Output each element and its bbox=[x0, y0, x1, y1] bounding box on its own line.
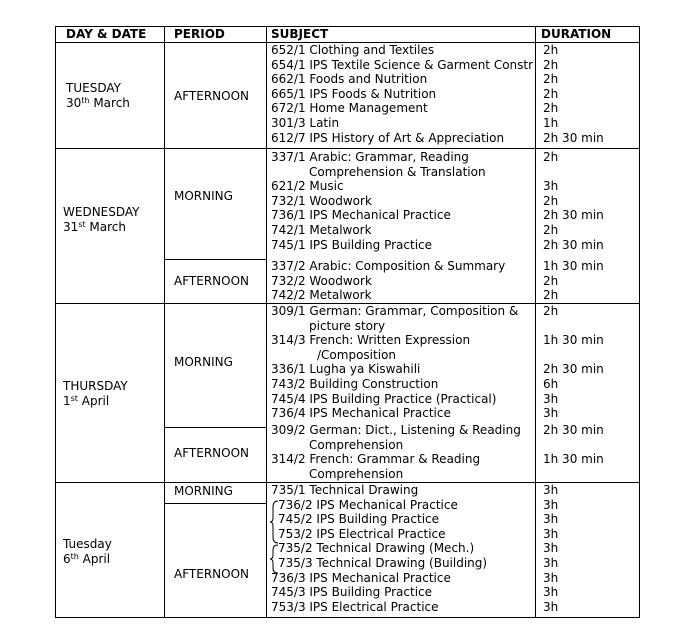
duration-cell: 1h 30 min bbox=[543, 333, 604, 348]
duration-cell: 3h bbox=[543, 406, 559, 421]
subject-cell: 736/3 IPS Mechanical Practice bbox=[271, 570, 451, 585]
day-cell bbox=[63, 205, 140, 234]
day-cell bbox=[66, 81, 130, 110]
subject-cell: 652/1 Clothing and Textiles bbox=[271, 43, 435, 57]
day-name: WEDNESDAY bbox=[63, 205, 140, 219]
subject-cell: 309/1 German: Grammar, Composition & bbox=[271, 304, 519, 318]
header-period: PERIOD bbox=[174, 27, 225, 41]
header-duration: DURATION bbox=[541, 27, 612, 41]
duration-cell: 3h bbox=[543, 526, 559, 541]
column-divider bbox=[164, 27, 165, 617]
duration-cell: 3h bbox=[543, 512, 559, 527]
day-date: 30th March bbox=[66, 95, 130, 110]
subject-cell: 654/1 IPS Textile Science & Garment Constr bbox=[271, 57, 534, 72]
duration-cell: 2h bbox=[543, 43, 559, 57]
duration-cell: 3h bbox=[543, 391, 559, 406]
brace-icon bbox=[271, 500, 277, 544]
header-subject: SUBJECT bbox=[271, 27, 329, 41]
duration-cell: 1h bbox=[543, 116, 559, 130]
duration-cell: 2h 30 min bbox=[543, 237, 604, 252]
subject-cell: 672/1 Home Management bbox=[271, 101, 428, 116]
period-label: MORNING bbox=[174, 484, 233, 498]
subject-cell: 665/1 IPS Foods & Nutrition bbox=[271, 86, 437, 101]
duration-cell: 3h bbox=[543, 179, 559, 194]
duration-cell: 2h 30 min bbox=[543, 130, 604, 145]
subject-cell: 736/1 IPS Mechanical Practice bbox=[271, 208, 451, 223]
subject-cell: 612/7 IPS History of Art & Appreciation bbox=[271, 130, 505, 145]
period-divider bbox=[164, 503, 266, 504]
subject-cell: 745/1 IPS Building Practice bbox=[271, 237, 433, 252]
subject-cell: 742/2 Metalwork bbox=[271, 288, 372, 303]
period-divider bbox=[164, 427, 266, 428]
period-label: AFTERNOON bbox=[174, 446, 249, 460]
subject-cell: 621/2 Music bbox=[271, 179, 344, 194]
subject-cell: 662/1 Foods and Nutrition bbox=[271, 72, 428, 87]
day-name: Tuesday bbox=[63, 537, 112, 551]
day-name: TUESDAY bbox=[66, 81, 121, 95]
subject-cell: 736/2 IPS Mechanical Practice bbox=[278, 497, 458, 512]
subject-cell: Comprehension bbox=[309, 437, 404, 452]
period-label: MORNING bbox=[174, 355, 233, 369]
subject-cell: 732/1 Woodwork bbox=[271, 193, 372, 208]
period-divider bbox=[164, 259, 266, 260]
subject-cell: 745/2 IPS Building Practice bbox=[278, 512, 440, 527]
period-label: AFTERNOON bbox=[174, 89, 249, 103]
period-label: MORNING bbox=[174, 189, 233, 203]
duration-cell: 2h 30 min bbox=[543, 423, 604, 437]
duration-cell: 2h 30 min bbox=[543, 362, 604, 377]
period-label: AFTERNOON bbox=[174, 567, 249, 581]
brace-icon bbox=[271, 544, 277, 574]
subject-cell: 742/1 Metalwork bbox=[271, 223, 372, 237]
duration-cell: 2h bbox=[543, 57, 559, 72]
duration-cell: 3h bbox=[543, 585, 559, 600]
duration-cell: 6h bbox=[543, 377, 559, 391]
duration-cell: 2h bbox=[543, 86, 559, 101]
subject-cell: 753/3 IPS Electrical Practice bbox=[271, 599, 439, 614]
duration-cell: 1h 30 min bbox=[543, 259, 604, 273]
duration-cell: 3h bbox=[543, 541, 559, 556]
subject-cell: 301/3 Latin bbox=[271, 116, 340, 130]
subject-cell: 309/2 German: Dict., Listening & Reading bbox=[271, 423, 521, 437]
duration-cell: 2h bbox=[543, 304, 559, 318]
day-date: 31st March bbox=[63, 219, 126, 234]
day-date: 6th April bbox=[63, 551, 111, 566]
duration-cell: 3h bbox=[543, 570, 559, 585]
column-divider bbox=[266, 27, 267, 617]
subject-cell: Comprehension & Translation bbox=[309, 164, 486, 179]
subject-cell: 337/1 Arabic: Grammar, Reading bbox=[271, 150, 469, 164]
day-name: THURSDAY bbox=[63, 379, 128, 393]
subject-cell: 732/2 Woodwork bbox=[271, 273, 372, 288]
subject-cell: 735/1 Technical Drawing bbox=[271, 483, 419, 497]
day-cell bbox=[63, 379, 128, 408]
duration-cell: 1h 30 min bbox=[543, 452, 604, 467]
duration-cell: 2h bbox=[543, 150, 559, 164]
duration-cell: 2h bbox=[543, 223, 559, 237]
subject-cell: 336/1 Lugha ya Kiswahili bbox=[271, 362, 421, 377]
duration-cell: 2h bbox=[543, 273, 559, 288]
duration-cell: 3h bbox=[543, 497, 559, 512]
column-divider bbox=[535, 27, 536, 617]
subject-cell: 745/3 IPS Building Practice bbox=[271, 585, 433, 600]
subject-cell: 745/4 IPS Building Practice (Practical) bbox=[271, 391, 497, 406]
duration-cell: 2h bbox=[543, 72, 559, 87]
duration-cell: 2h bbox=[543, 101, 559, 116]
day-cell bbox=[63, 537, 112, 566]
subject-cell: 735/2 Technical Drawing (Mech.) bbox=[278, 541, 475, 556]
subject-cell: 736/4 IPS Mechanical Practice bbox=[271, 406, 451, 421]
subject-cell: 314/3 French: Written Expression bbox=[271, 333, 471, 348]
subject-cell: 337/2 Arabic: Composition & Summary bbox=[271, 259, 506, 273]
duration-cell: 3h bbox=[543, 483, 559, 497]
day-divider bbox=[56, 148, 639, 149]
duration-cell: 2h 30 min bbox=[543, 208, 604, 223]
subject-cell: 735/3 Technical Drawing (Building) bbox=[278, 556, 488, 570]
period-label: AFTERNOON bbox=[174, 274, 249, 288]
subject-cell: Comprehension bbox=[309, 466, 404, 481]
subject-cell: 753/2 IPS Electrical Practice bbox=[278, 526, 446, 541]
duration-cell: 3h bbox=[543, 556, 559, 570]
exam-timetable bbox=[55, 26, 640, 618]
subject-cell: picture story bbox=[309, 318, 386, 333]
subject-cell: 314/2 French: Grammar & Reading bbox=[271, 452, 481, 467]
subject-cell: /Composition bbox=[317, 347, 396, 362]
duration-cell: 2h bbox=[543, 193, 559, 208]
subject-cell: 743/2 Building Construction bbox=[271, 377, 439, 391]
header-day-date: DAY & DATE bbox=[66, 27, 147, 41]
duration-cell: 2h bbox=[543, 288, 559, 303]
day-date: 1st April bbox=[63, 393, 110, 408]
duration-cell: 3h bbox=[543, 599, 559, 614]
